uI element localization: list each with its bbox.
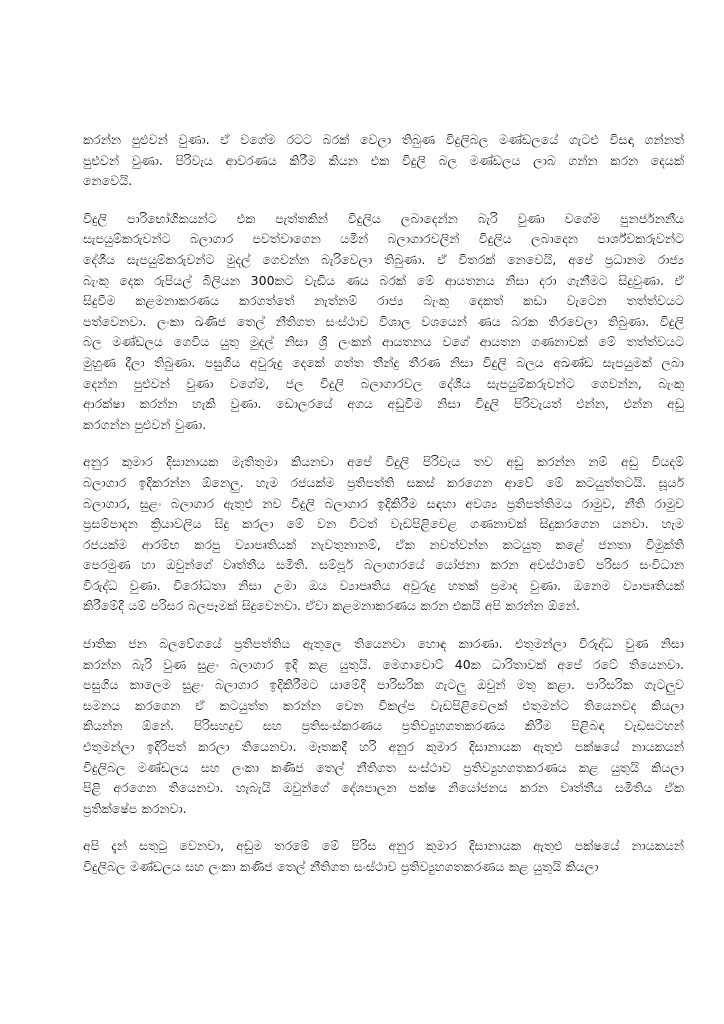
text-line: පෙරමුණ හා ඔවුන්ගේ වෘත්තීය සමිති. සම්පූර් බලාගාරයේ යෝජනා කරන අවස්ථාවේ පරිසර සංවිධාන — [83, 557, 684, 573]
text-line: බල මණ්ඩලය ගෙවිය යුතු මුදල් නිසා ශ්‍රී ලංකන් ආයතනය වගේ ආයතන ගණනාවක් මේ තත්ත්වයට — [83, 334, 684, 350]
text-line: දේශීය සැපයුම්කරුවන්ට මුදල් ගෙවන්න බැරිවෙලා තිබුණා. ඒ විතරක් නෙවෙයි, අපේ ප්‍රධානම රාජ්‍ය — [83, 251, 684, 267]
text-line: අනුර කුමාර දිසානායක මැතිතුමා කියනවා අපේ විදුලි පිරිවැය තව අඩු කරන්න නම් අඩු වියදම් — [83, 454, 684, 470]
text-line: විදුලිබල මණ්ඩලය සහ ලංකා කණිජ තෙල් නීතිගත සංස්ථාව ප්‍රතිව්‍යුහගතකරණය කළ යුතුයි කියලා — [83, 859, 599, 874]
text-line: පිළි අරගෙන තියෙනවා. හැබැයි ඔවුන්ගේ දේශපාලන පක්ෂ නියෝජනය කරන වෘත්තීය සමිතිය ඒක — [83, 780, 684, 796]
text-line: සමනය කරගෙන ඒ කටයුත්ත කරන්න වෙන විකල්ප වැඩපිළිවෙලක් එතුමන්ට තියෙනවද කියලා — [83, 697, 684, 713]
paragraph — [83, 634, 684, 819]
text-line: බැංකු දෙක රුපියල් බිලියන 300කට වැඩිය ණය බරක් මේ ආයතනය නිසා දරා ගැනීමට සිදුවුණා. ඒ — [83, 272, 684, 288]
text-line: අපි දැන් සතුටු වෙනවා, අඩුම තරමේ මේ පිරිස අනුර කුමාර දිසානායක ඇතුළු පක්ෂයේ නායකයන් — [83, 838, 684, 854]
paragraph — [83, 836, 684, 877]
text-line: ප්‍රතික්ෂේප කරනවා. — [83, 800, 187, 816]
text-line: ජාතික ජන බලවේගයේ ප්‍රතිපත්තිය ඇතුලෙ තියෙනවා හොඳ කාරණා. එතුමන්ලා විරුද්ධ වුණ නිසා — [83, 636, 684, 652]
text-line: කිරීමේදී යම් පරිසර බලපෑමක් සිදුවෙනවා. ඒවා කළමනාකරණය කරන එකයි අපි කරන්න ඕනේ. — [83, 598, 580, 614]
text-line: විදුලිබල මණ්ඩලය සහ ලංකා කණිජ තෙල් නීතිගත සංස්ථාව ප්‍රතිව්‍යුහගතකරණය කළ යුතුයි කියලා — [83, 759, 684, 775]
text-line: ආරක්ෂා කරන්න හැකි වුණා. ඩොලරයේ අගය අඩුවීම නිසා විදුලි පිරිවැයත් එන්න, එන්න අඩු — [83, 396, 684, 412]
paragraph — [83, 452, 684, 617]
text-line: සිදුවීම කළමනාකරණය කරගත්තේ නැත්නම් රාජ්‍ය බැංකු දෙකත් කඩා වැටෙන තත්ත්වයට — [83, 293, 684, 309]
text-line: පත්වෙනවා. ලංකා ඛණිජ තෙල් නීතිගත සංස්ථාව විශාල වශයෙන් ණය බරක තිරවෙලා තිබුණා. විදුලි — [83, 313, 684, 329]
text-line: බලාගාර, සුළං බලාගාර ඇතුළු නව විදුලි බලාගාර ඉදිකිරීම සඳහා අවශ්‍ය ප්‍රතිපත්තිමය රාමුව, නීති රාමුව — [83, 495, 684, 511]
text-line: පසුගිය කාලෙම සුළං බලාගාර ඉදිකිරීමට යාමේදී පාරිසරික ගැටලු ඔවුන් මතු කළා. පාරිසරික ගැටලුව — [83, 677, 684, 693]
text-line: සැපයුම්කරුවන්ට බලාගාර පවත්වාගෙන යමින් බලාගාරවලින් විදුලිය ලබාදෙන පාර්ශ්වකරුවන්ට — [83, 231, 684, 247]
text-line: කියන්න ඕනේ. පිරිසහදුව සහ ප්‍රතිසංස්කරණය ප්‍රතිව්‍යුහගතකරණය කිරීම පිළිබඳ වැඩසටහන් — [83, 718, 684, 734]
text-line: මුහුණ දීලා තිබුණා. පසුගිය අවුරුදු දෙකේ ගත්ත තීන්දු තීරණ නිසා විදුලි බලය අඛණ්ඩ සැපයුමක් ලබා — [83, 354, 684, 370]
paragraph — [83, 209, 684, 436]
text-line: විදුලි පාරිභෝගිකයන්ට එක පැත්තකින් විදුලිය ලබාදෙන්න බැරි වුණා වගේම පුනර්ජනනීය — [83, 210, 684, 226]
text-line: දෙන්න පුළුවන් වුණා වගේම, ජල විදුලි බලාගාරවල දේශීය සැපයුම්කරුවන්ට ගෙවන්න, බැංකු — [83, 375, 684, 391]
text-line: එතුමන්ලා ඉදිරිපත් කරලා තියෙනවා. මෑතකදී හරි අනුර කුමාර දිසානායක ඇතුළු පක්ෂයේ නායකයන් — [83, 739, 684, 755]
text-line: බලාගාර ඉදිකරන්න ඕනෙලු. හැම රජයක්ම ප්‍රතිපත්ති සකස් කරගෙන ආවේ මේ කටයුත්තටයි. සූර්ය — [83, 474, 684, 490]
text-line: කරන්න පුළුවන් වුණා. ඒ වගේම රටට බරක් වෙලා තිබුණ විදුලිබල මණ්ඩලයේ ගැටළු විසඳා ගන්නත් — [83, 132, 684, 147]
text-line: නෙවෙයි. — [83, 173, 133, 189]
paragraph — [83, 130, 684, 192]
body-text — [83, 130, 684, 878]
text-line: කරගන්න පුළුවන් වුණා. — [83, 416, 207, 432]
text-line: කරන්න බැරි වුණ සුළං බලාගාර ඉදි කළ යුතුයි. මෙගාවොට් 40ක ධාරිතාවක් අපේ රටේ තියෙනවා. — [83, 656, 684, 672]
text-line: විරුද්ධ වුණා. විරෝධතා නිසා උමා ඔය ව්‍යාපෘතිය අවුරුදු හතක් ප්‍රමාද වුණා. ඔනෙම ව්‍යාපෘතියක් — [83, 577, 684, 593]
text-line: ප්‍රසම්පාදන ක්‍රියාවලිය සිදු කරලා මේ වන විටත් වැඩපිළිවෙළ ගණනාවක් සිදුකරගෙන යනවා. හැම — [83, 516, 684, 532]
text-line: රජයක්ම ආරම්භ කරපු ව්‍යාපෘතියක් නැවතුනානම්, ඒක නවත්වන්න කටයුතු කළේ ජනතා විමුක්ති — [83, 536, 684, 552]
text-line: පුළුවන් වුණා. පිරිවැය ආවරණය කිරීම කියන එක විදුලි බල මණ්ඩලය ලාබ ගන්න කරන දෙයක් — [83, 152, 684, 168]
